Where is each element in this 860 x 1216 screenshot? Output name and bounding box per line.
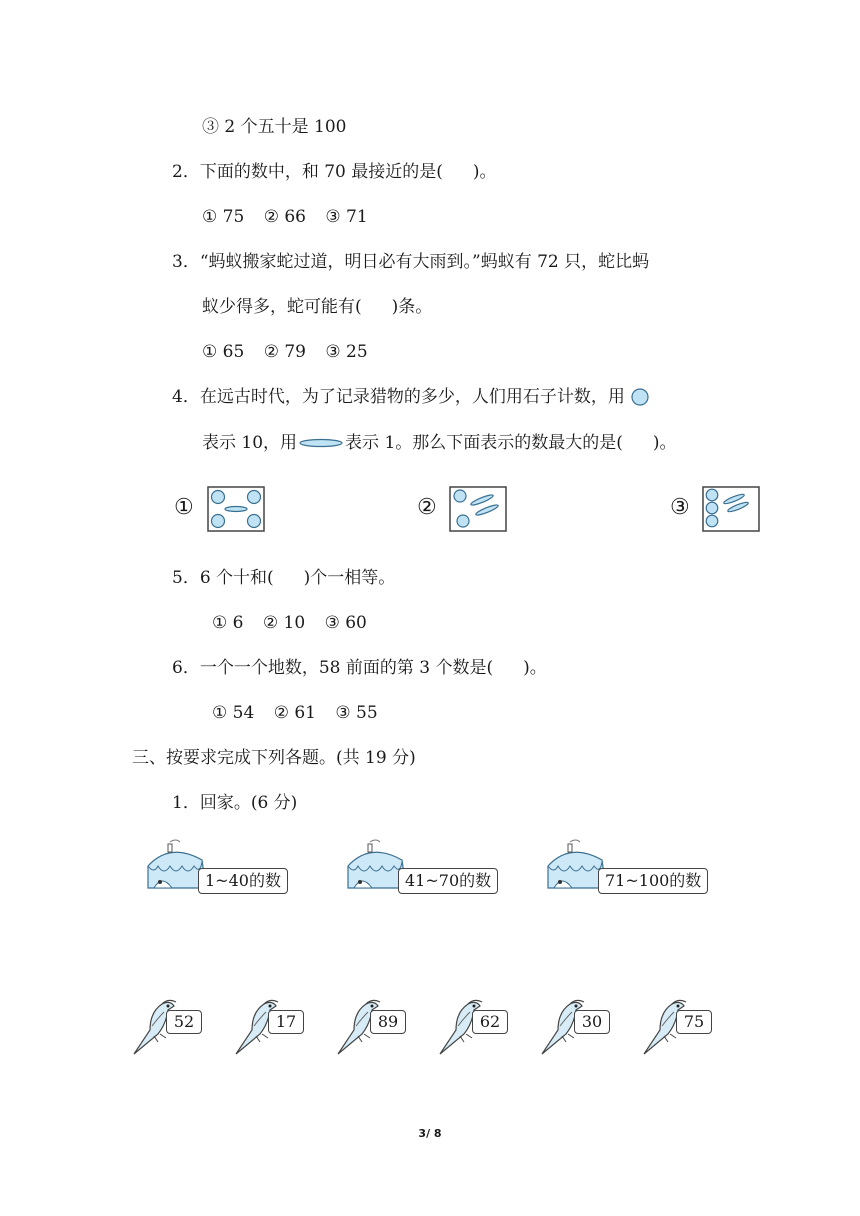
house-3[interactable] — [540, 836, 705, 898]
q3-option[interactable]: ③ 25 — [325, 342, 368, 362]
q3-stem-line2: 蚁少得多，蛇可能有( )条。 — [202, 297, 433, 317]
q5-options — [212, 613, 381, 633]
big-stone-icon — [630, 388, 652, 408]
q2-options — [202, 207, 382, 227]
house-1[interactable] — [140, 836, 305, 898]
bird-sign: 89 — [370, 1010, 406, 1034]
q4-choice-2-box[interactable] — [449, 486, 507, 532]
bird-sign: 52 — [166, 1010, 202, 1034]
q6-option[interactable]: ① 54 — [212, 703, 255, 723]
bird-sign: 17 — [268, 1010, 304, 1034]
q2-option[interactable]: ① 75 — [202, 207, 245, 227]
q4-choice-1-label[interactable]: ① — [174, 495, 194, 520]
q5-stem: 5．6 个十和( )个一相等。 — [172, 568, 396, 588]
q3-option[interactable]: ① 65 — [202, 342, 245, 362]
bird-3[interactable] — [336, 996, 416, 1066]
bird-sign: 75 — [676, 1010, 712, 1034]
q2-option[interactable]: ③ 71 — [325, 207, 368, 227]
bird-sign: 62 — [472, 1010, 508, 1034]
q3-stem-line1: 3．“蚂蚁搬家蛇过道，明日必有大雨到。”蚂蚁有 72 只，蛇比蚂 — [172, 252, 650, 272]
bird-5[interactable] — [540, 996, 620, 1066]
q4-choice-3-label[interactable]: ③ — [670, 495, 690, 520]
q6-options — [212, 703, 392, 723]
q4-choice-1-box[interactable] — [207, 486, 265, 532]
q1-option-3: ③ 2 个五十是 100 — [202, 117, 347, 137]
q6-option[interactable]: ② 61 — [273, 703, 316, 723]
bird-sign: 30 — [574, 1010, 610, 1034]
house-sign: 71~100的数 — [598, 868, 708, 894]
house-sign: 41~70的数 — [398, 868, 498, 894]
bird-4[interactable] — [438, 996, 518, 1066]
q3-option[interactable]: ② 79 — [263, 342, 306, 362]
bird-6[interactable] — [642, 996, 722, 1066]
q5-option[interactable]: ① 6 — [212, 613, 244, 633]
bird-2[interactable] — [234, 996, 314, 1066]
q5-option[interactable]: ③ 60 — [324, 613, 367, 633]
q6-stem: 6．一个一个地数，58 前面的第 3 个数是( )。 — [172, 658, 547, 678]
q5-option[interactable]: ② 10 — [262, 613, 306, 633]
q2-option[interactable]: ② 66 — [263, 207, 306, 227]
section3-heading: 三、按要求完成下列各题。(共 19 分) — [132, 748, 416, 768]
flat-stone-icon — [297, 437, 345, 451]
q4-choice-3-box[interactable] — [702, 486, 760, 532]
house-2[interactable] — [340, 836, 505, 898]
q4-stem-line1: 4．在远古时代，为了记录猎物的多少，人们用石子计数，用 — [172, 387, 652, 408]
section3-q1-title: 1．回家。(6 分) — [172, 793, 298, 813]
q4-stem-line2: 表示 10，用 表示 1。那么下面表示的数最大的是( )。 — [202, 433, 677, 453]
page-number: 3/ 8 — [418, 1127, 442, 1140]
bird-1[interactable] — [132, 996, 212, 1066]
q4-choice-2-label[interactable]: ② — [417, 495, 437, 520]
q2-stem: 2．下面的数中，和 70 最接近的是( )。 — [172, 162, 497, 182]
house-sign: 1~40的数 — [198, 868, 288, 894]
q3-options — [202, 342, 382, 362]
q6-option[interactable]: ③ 55 — [335, 703, 378, 723]
